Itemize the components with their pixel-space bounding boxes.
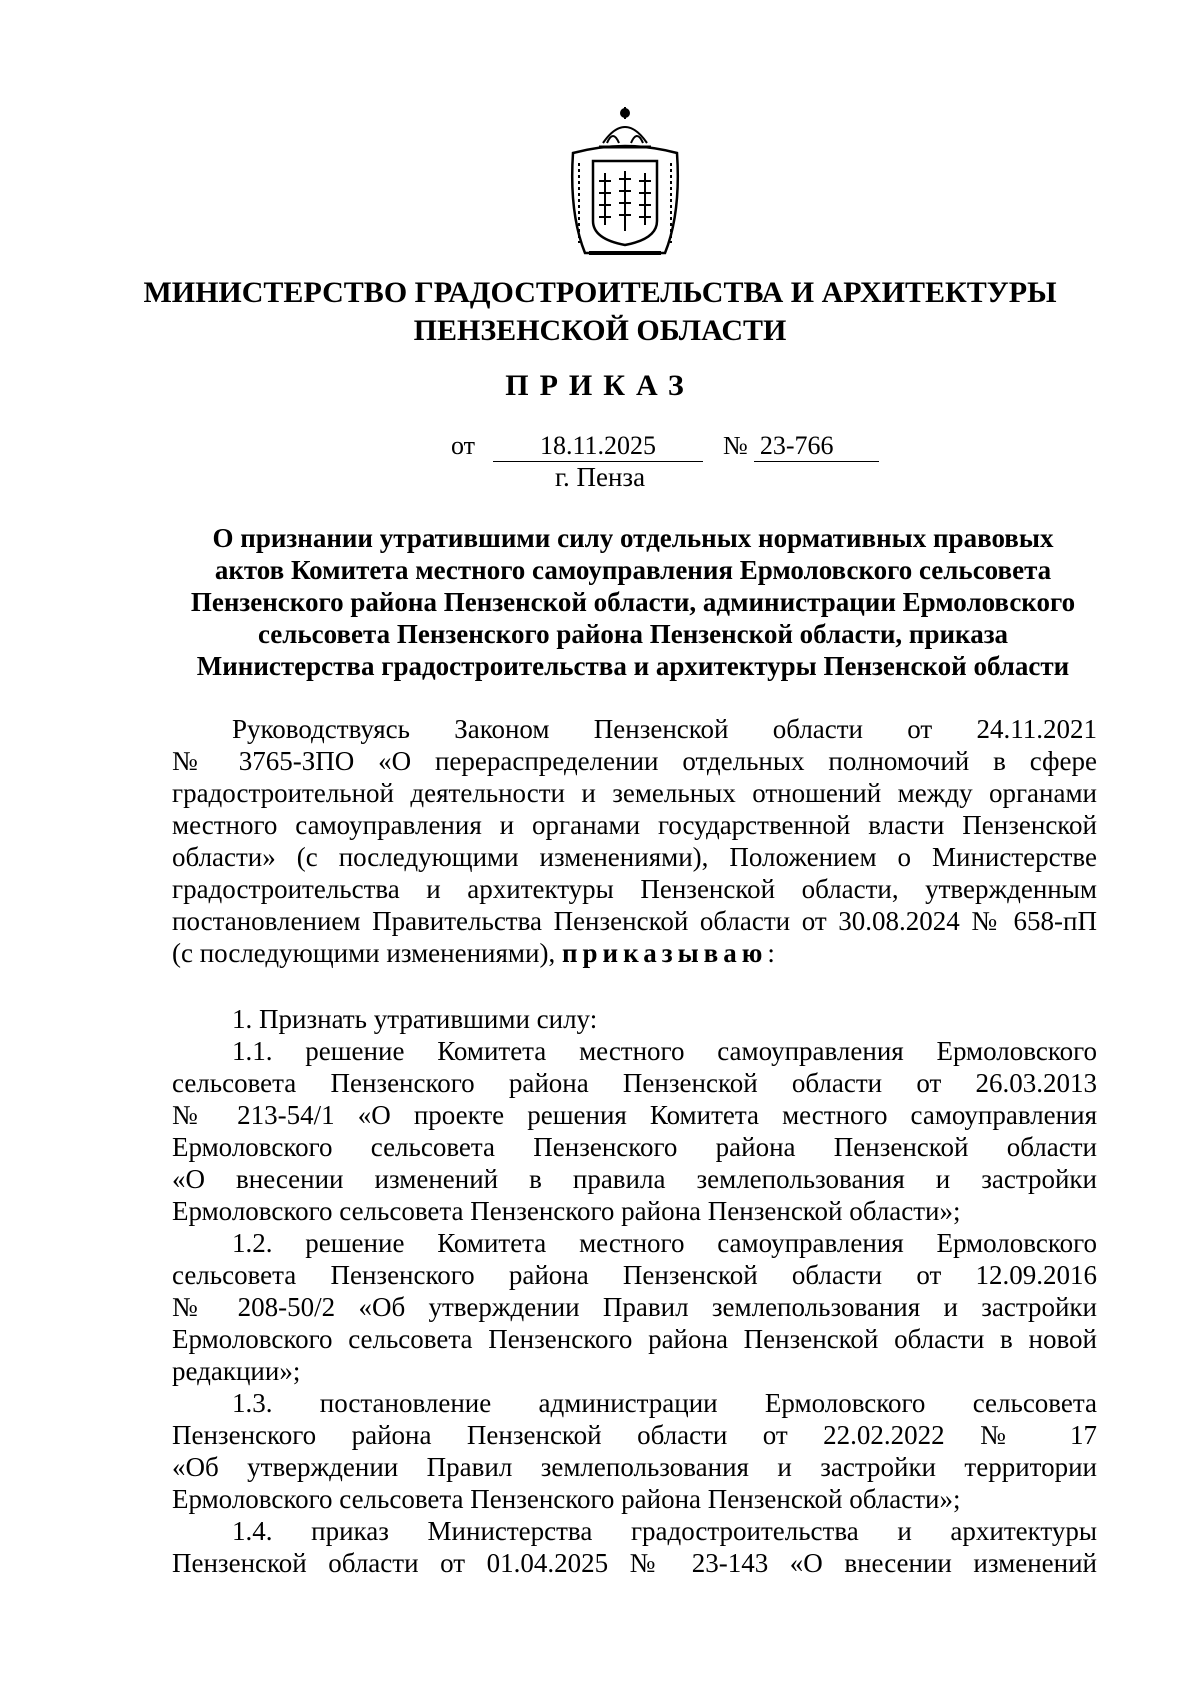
order-title: ПРИКАЗ [505,369,695,402]
preamble-line: Руководствуясь Законом Пензенской области от 24.11.2021 [232,714,1097,744]
item-1-3-line: 1.3. постановление администрации Ермоловского сельсовета [232,1388,1097,1418]
preamble-line: области» (с последующими изменениями), Положением о Министерстве [172,842,1097,872]
item-1-2-line: Ермоловского сельсовета Пензенского района Пензенской области в новой [172,1324,1097,1354]
item-1-1-line: 1.1. решение Комитета местного самоуправления Ермоловского [232,1036,1097,1066]
subject-line: О признании утратившими силу отдельных нормативных правовых [212,523,1054,553]
item-1-2-line: № 208-50/2 «Об утверждении Правил землепользования и застройки [172,1292,1097,1322]
preamble-last-line [172,937,1097,969]
item-1-1-line: Ермоловского сельсовета Пензенского района Пензенской области»; [172,1196,961,1226]
item-1-1-line: № 213-54/1 «О проекте решения Комитета местного самоуправления [172,1100,1097,1130]
item-1-1-line: «О внесении изменений в правила землепользования и застройки [172,1164,1097,1194]
coat-of-arms-emblem [563,103,687,261]
preamble-line: градостроительства и архитектуры Пензенской области, утвержденным [172,874,1097,904]
item-1: 1. Признать утратившими силу: [232,1004,598,1034]
item-1-1-line: Ермоловского сельсовета Пензенского района Пензенской области [172,1132,1097,1162]
preamble-line: постановлением Правительства Пензенской области от 30.08.2024 № 658-пП [172,906,1097,936]
item-1-2-line: 1.2. решение Комитета местного самоуправления Ермоловского [232,1228,1097,1258]
ministry-name-line1: МИНИСТЕРСТВО ГРАДОСТРОИТЕЛЬСТВА И АРХИТЕКТУРЫ [143,276,1057,309]
item-1-1-line: сельсовета Пензенского района Пензенской области от 26.03.2013 [172,1068,1097,1098]
item-1-3-line: Ермоловского сельсовета Пензенского района Пензенской области»; [172,1484,961,1514]
preamble-line: № 3765-ЗПО «О перераспределении отдельных полномочий в сфере [172,746,1097,776]
ministry-name-line2: ПЕНЗЕНСКОЙ ОБЛАСТИ [413,314,787,347]
item-1-2-line: сельсовета Пензенского района Пензенской области от 12.09.2016 [172,1260,1097,1290]
order-subject [168,522,1098,682]
preamble-last-suffix: : [767,938,775,968]
item-1-4-line: Пензенской области от 01.04.2025 № 23-143 «О внесении изменений [172,1548,1097,1578]
number-label: № [723,431,748,460]
order-verb: приказываю [561,938,768,968]
order-number: 23-766 [754,431,879,462]
order-date: 18.11.2025 [493,431,703,462]
city: г. Пенза [554,462,646,492]
item-1-2-line: редакции»; [172,1356,301,1386]
order-date-number-row [451,431,879,462]
preamble-line: градостроительной деятельности и земельных отношений между органами [172,778,1097,808]
ministry-name [0,274,1200,350]
subject-line: Пензенского района Пензенской области, администрации Ермоловского [190,587,1076,617]
preamble-last-prefix: (с последующими изменениями), [172,938,562,968]
item-1-3-line: «Об утверждении Правил землепользования и застройки территории [172,1452,1097,1482]
preamble-line: местного самоуправления и органами государственной власти Пензенской [172,810,1097,840]
order-body [172,713,1097,1579]
subject-line: сельсовета Пензенского района Пензенской области, приказа [257,619,1009,649]
date-label: от [451,431,476,460]
item-1-4-line: 1.4. приказ Министерства градостроительства и архитектуры [232,1516,1097,1546]
subject-line: Министерства градостроительства и архитектуры Пензенской области [196,651,1070,681]
subject-line: актов Комитета местного самоуправления Ермоловского сельсовета [214,555,1052,585]
item-1-3-line: Пензенского района Пензенской области от 22.02.2022 № 17 [172,1420,1097,1450]
